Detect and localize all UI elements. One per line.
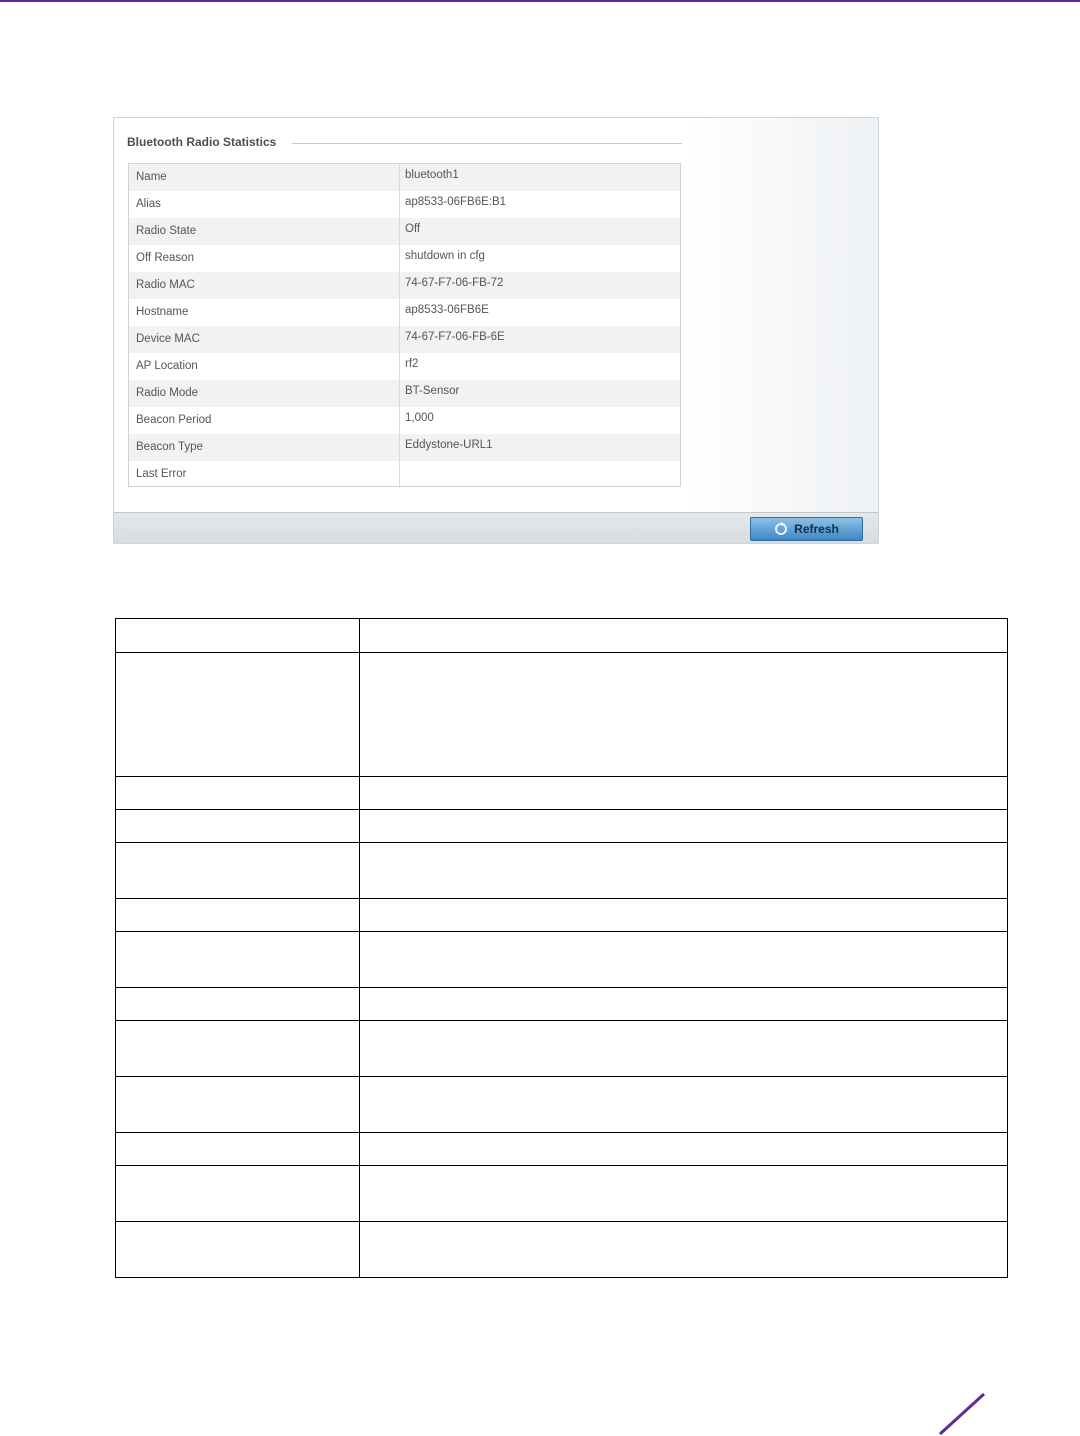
stat-value-radio-mac: 74-67-F7-06-FB-72 [405, 277, 504, 289]
table-cell [360, 653, 1008, 777]
stat-row [129, 434, 680, 461]
stat-value-beacon-period: 1,000 [405, 412, 434, 424]
table-cell [116, 1222, 360, 1278]
table-cell [116, 619, 360, 653]
table-cell [116, 1166, 360, 1222]
stat-row [129, 164, 680, 191]
refresh-label: Refresh [794, 522, 839, 536]
stat-row [129, 326, 680, 353]
stat-label-last-error: Last Error [129, 461, 400, 488]
table-row [116, 1077, 1008, 1133]
table-cell [116, 843, 360, 899]
table-cell [116, 1133, 360, 1166]
table-cell [360, 1133, 1008, 1166]
bluetooth-radio-statistics-panel [113, 117, 879, 544]
table-row [116, 619, 1008, 653]
table-row [116, 653, 1008, 777]
stat-row [129, 272, 680, 299]
table-cell [116, 932, 360, 988]
refresh-icon [774, 522, 788, 536]
table-cell [360, 1222, 1008, 1278]
description-table [115, 618, 1008, 1278]
table-cell [116, 1021, 360, 1077]
table-cell [360, 1166, 1008, 1222]
table-row [116, 899, 1008, 932]
table-cell [360, 810, 1008, 843]
table-cell [116, 899, 360, 932]
refresh-button[interactable] [750, 517, 863, 541]
stat-value-radio-mode: BT-Sensor [405, 385, 460, 397]
stat-value-hostname: ap8533-06FB6E [405, 304, 489, 316]
stat-label-beacon-type: Beacon Type [129, 434, 400, 461]
stat-row [129, 299, 680, 326]
table-cell [360, 777, 1008, 810]
stat-label-radio-state: Radio State [129, 218, 400, 245]
table-row [116, 988, 1008, 1021]
table-cell [360, 1021, 1008, 1077]
stat-row [129, 461, 680, 488]
table-cell [360, 619, 1008, 653]
stat-label-beacon-period: Beacon Period [129, 407, 400, 434]
stat-label-alias: Alias [129, 191, 400, 218]
stat-row [129, 191, 680, 218]
panel-title: Bluetooth Radio Statistics [127, 135, 277, 149]
table-cell [116, 988, 360, 1021]
stat-value-name: bluetooth1 [405, 169, 459, 181]
table-cell [116, 810, 360, 843]
title-divider [292, 143, 682, 144]
stat-label-device-mac: Device MAC [129, 326, 400, 353]
table-cell [360, 1077, 1008, 1133]
table-row [116, 1021, 1008, 1077]
panel-footer [114, 512, 879, 544]
stat-value-off-reason: shutdown in cfg [405, 250, 485, 262]
table-row [116, 1133, 1008, 1166]
stat-label-name: Name [129, 164, 400, 191]
stat-label-off-reason: Off Reason [129, 245, 400, 272]
table-cell [360, 932, 1008, 988]
stat-label-radio-mode: Radio Mode [129, 380, 400, 407]
stat-label-ap-location: AP Location [129, 353, 400, 380]
corner-slash-mark [936, 1392, 986, 1436]
stat-row [129, 380, 680, 407]
table-cell [360, 988, 1008, 1021]
table-row [116, 1166, 1008, 1222]
stat-row [129, 353, 680, 380]
stat-label-hostname: Hostname [129, 299, 400, 326]
stat-row [129, 407, 680, 434]
stats-table [128, 163, 681, 487]
stat-value-radio-state: Off [405, 223, 421, 235]
table-row [116, 777, 1008, 810]
stat-value-last-error [400, 461, 680, 488]
table-cell [116, 653, 360, 777]
stat-value-ap-location: rf2 [405, 358, 419, 370]
stat-row [129, 218, 680, 245]
table-cell [360, 899, 1008, 932]
table-cell [116, 1077, 360, 1133]
stat-label-radio-mac: Radio MAC [129, 272, 400, 299]
table-row [116, 932, 1008, 988]
table-cell [116, 777, 360, 810]
stat-value-alias: ap8533-06FB6E:B1 [405, 196, 507, 208]
table-cell [360, 843, 1008, 899]
top-accent-rule [0, 0, 1080, 2]
table-row [116, 1222, 1008, 1278]
table-row [116, 843, 1008, 899]
table-row [116, 810, 1008, 843]
stat-value-device-mac: 74-67-F7-06-FB-6E [405, 331, 505, 343]
stat-value-beacon-type: Eddystone-URL1 [405, 439, 493, 451]
stat-row [129, 245, 680, 272]
